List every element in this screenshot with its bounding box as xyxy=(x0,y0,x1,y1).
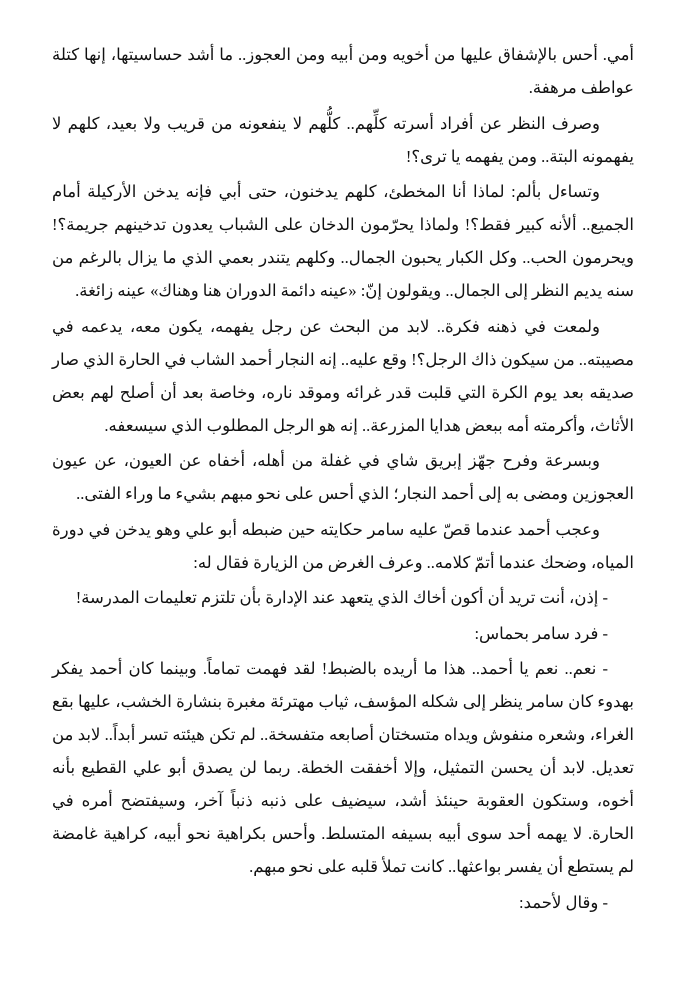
dialogue-line: - إذن، أنت تريد أن أكون أخاك الذي يتعهد عند الإدارة بأن تلتزم تعليمات المدرسة! xyxy=(75,588,608,607)
paragraph: وصرف النظر عن أفراد أسرته كلِّهم.. كلُّهم لا ينفعونه من قريب ولا بعيد، كلهم لا يفهمونه البتة.. ومن يفهمه يا ترى؟! xyxy=(52,113,634,166)
dialogue-line: - وقال لأحمد: xyxy=(518,892,608,912)
dialogue-paragraph: - نعم.. نعم يا أحمد.. هذا ما أريده بالضبط! لقد فهمت تماماً. وبينما كان أحمد يفكر بهدوء كان سامر ينظر إلى شكله المؤسف، ثياب مهترئة مغبرة بنشارة الخشب، عليها بقع الغراء، وشعره منفوش ويداه متسختان أصابعه متفسخة.. لم تكن هيئته تسر أبداً.. لابد من تعديل. لابد أن يحسن التمثيل، وإلا أخفقت الخطة. ربما لن يصدق أبو علي القطيع بأنه أخوه، وستكون العقوبة حينئذ أشد، سيضيف على ذنبه ذنباً آخر، وسيفتضح أمره في الحارة. لا يهمه أحد سوى أبيه بسيفه المتسلط. وأحس بكراهية نحو أبيه، كراهية غامضة لم يستطع أن يفسر بواعثها.. كانت تملأ قلبه على نحو مبهم. xyxy=(52,659,634,876)
book-page xyxy=(52,38,634,919)
paragraph: أمي. أحس بالإشفاق عليها من أخويه ومن أبيه ومن العجوز.. ما أشد حساسيتها، إنها كتلة عواطف مرهفة. xyxy=(52,45,634,97)
dialogue-line: - فرد سامر بحماس: xyxy=(474,623,608,643)
paragraph: وعجب أحمد عندما قصّ عليه سامر حكايته حين ضبطه أبو علي وهو يدخن في دورة المياه، وضحك عندما أتمّ كلامه.. وعرف الغرض من الزيارة فقال له: xyxy=(52,519,634,572)
paragraph: وبسرعة وفرح جهّز إبريق شاي في غفلة من أهله، أخفاه عن العيون، عن عيون العجوزين ومضى به إلى أحمد النجار؛ الذي أحس على نحو مبهم بشيء ما وراء الفتى.. xyxy=(52,451,634,503)
paragraph: ولمعت في ذهنه فكرة.. لابد من البحث عن رجل يفهمه، يكون معه، يدعمه في مصيبته.. من سيكون ذاك الرجل؟! وقع عليه.. إنه النجار أحمد الشاب في الحارة الذي صار صديقه بعد يوم الكرة التي قلبت قدر غرائه وموقد ناره، وخاصة بعد أن أصلح لهم بعض الأثاث، وأكرمته أمه ببعض هدايا المزرعة.. إنه هو الرجل المطلوب الذي سيسعفه. xyxy=(52,316,634,435)
paragraph: وتساءل بألم: لماذا أنا المخطئ، كلهم يدخنون، حتى أبي فإنه يدخن الأركيلة أمام الجميع.. ألأنه كبير فقط؟! ولماذا يحرّمون الدخان على الشباب يعدون تدخينهم جريمة؟! ويحرمون الحب.. وكل الكبار يحبون الجمال.. وكلهم يتندر بعمي الذي ما يزال بالرغم من سنه يديم النظر إلى الجمال.. ويقولون إنّ: «عينه دائمة الدوران هنا وهناك» عينه زائغة. xyxy=(52,182,634,300)
